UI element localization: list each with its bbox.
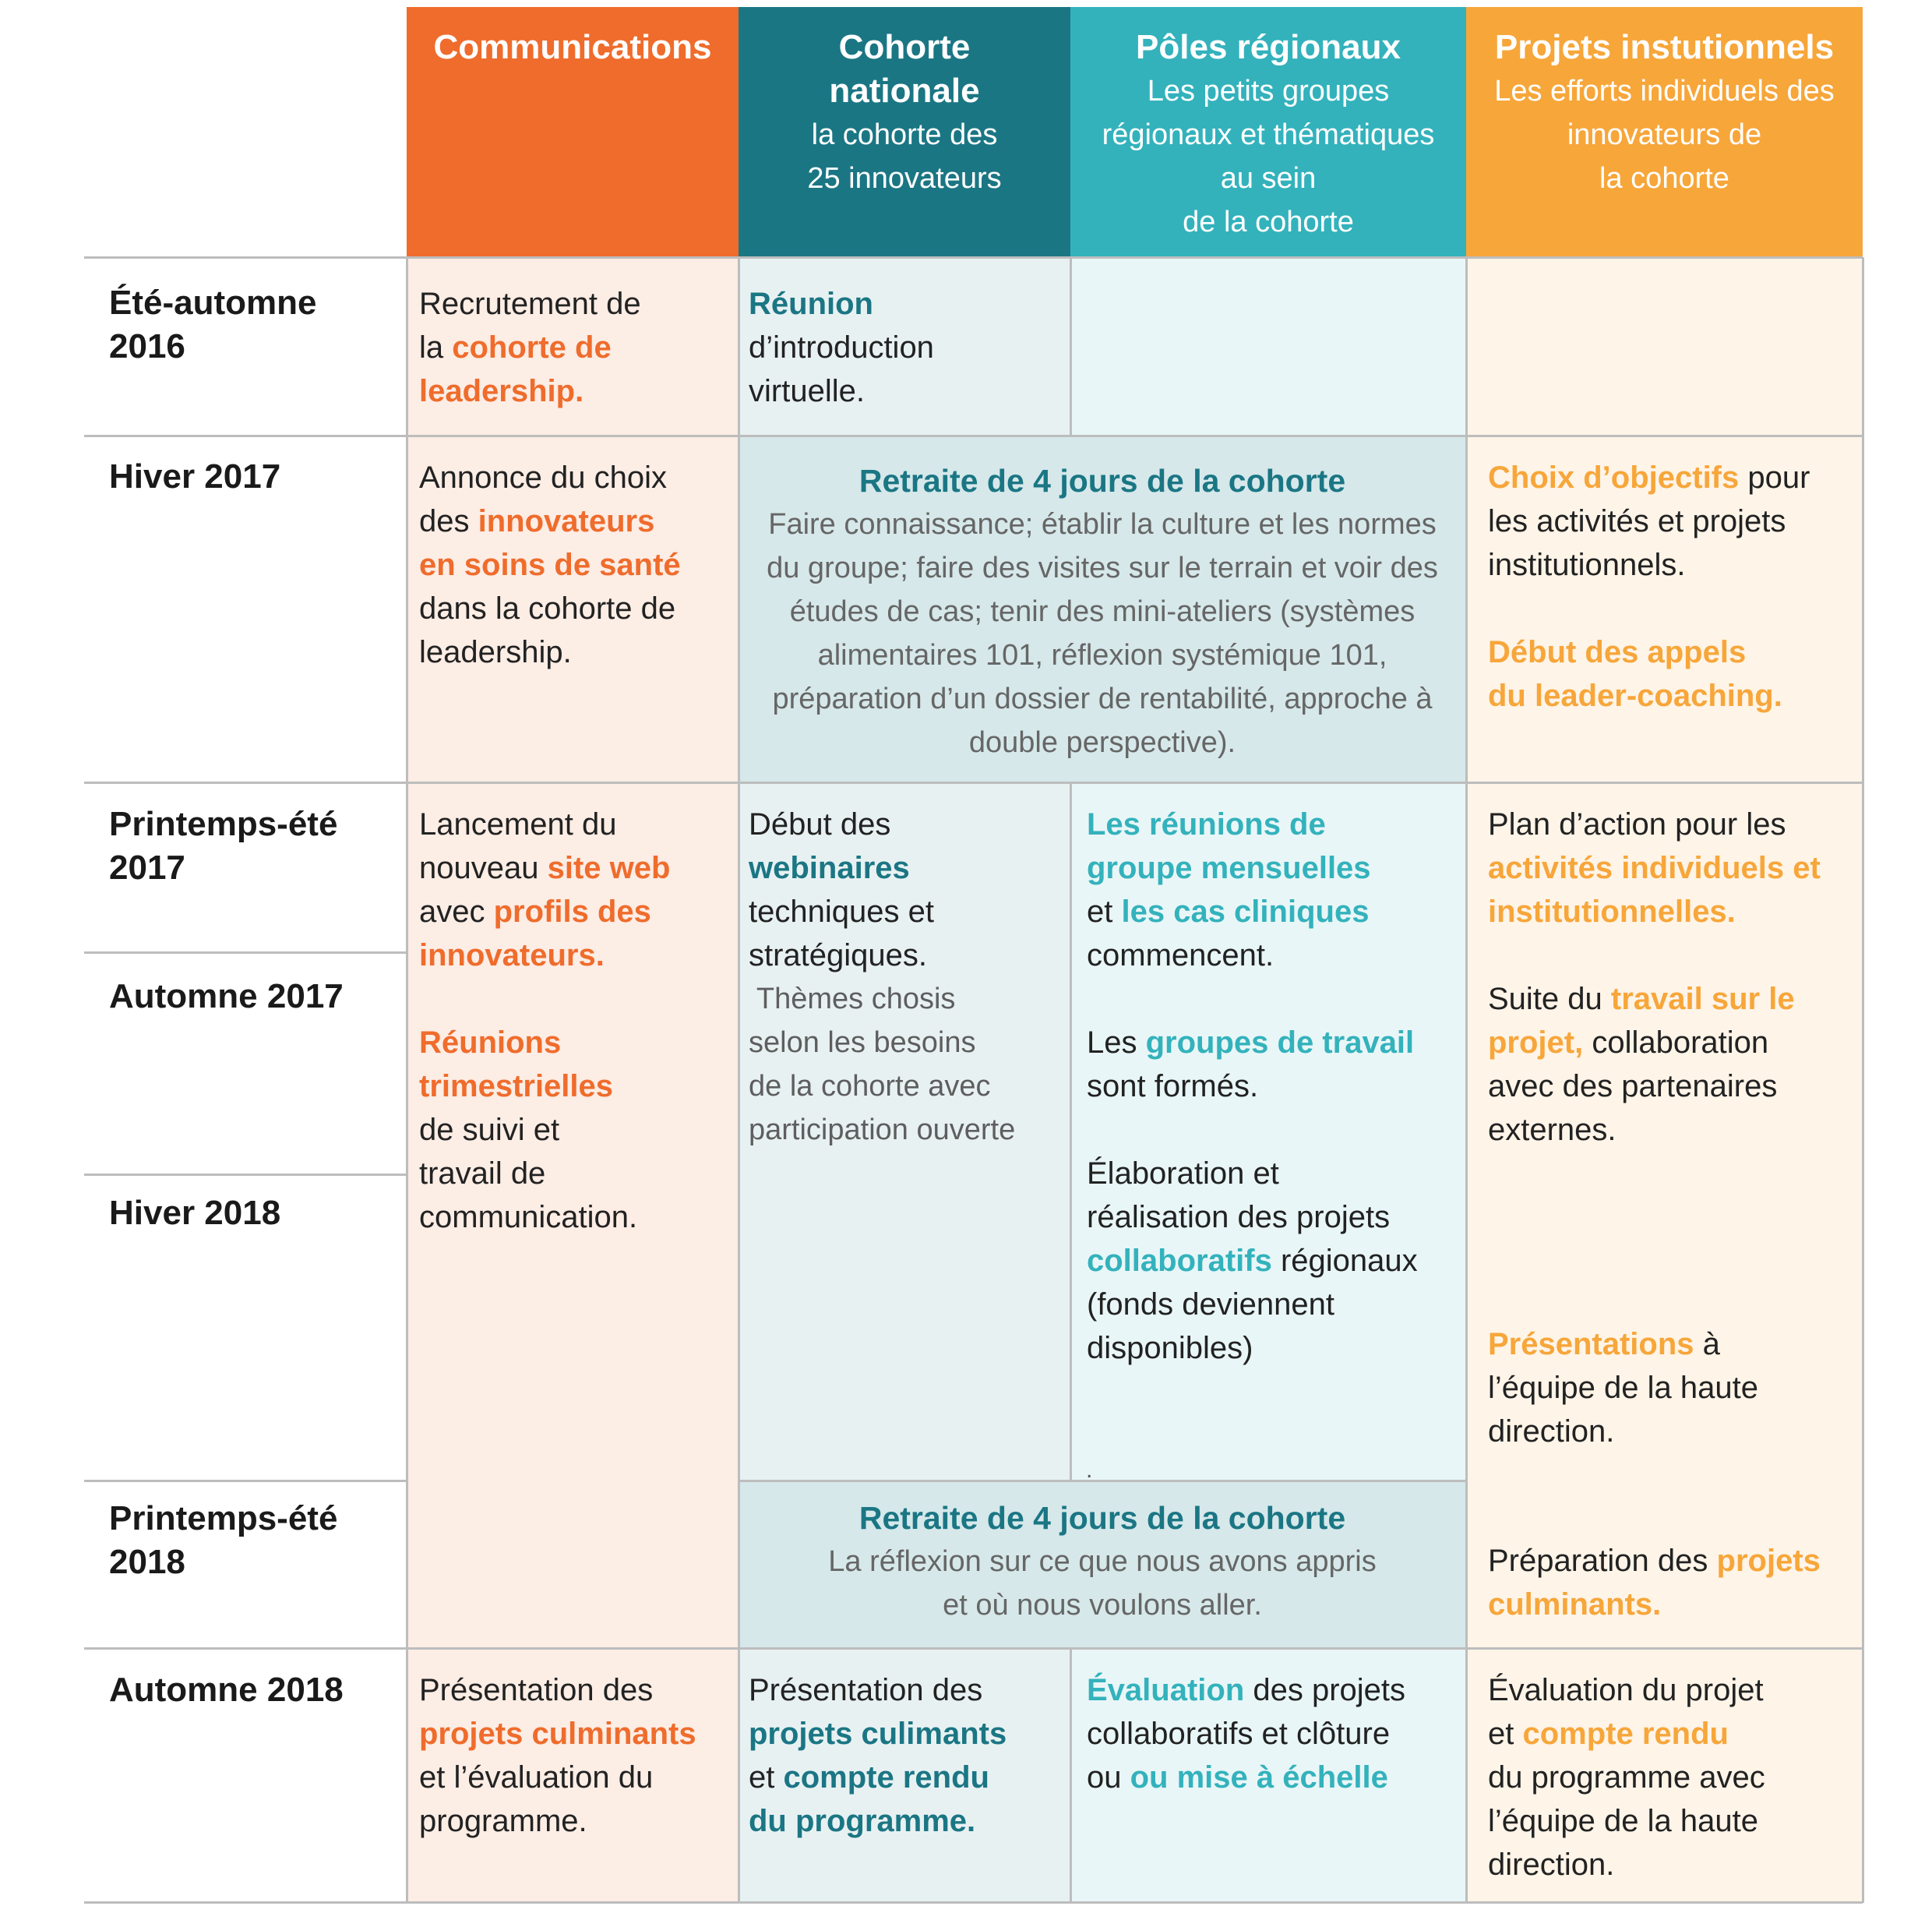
highlight-text: en soins de santé	[419, 548, 681, 582]
cell-text: institutionnels.	[1488, 548, 1686, 582]
col-divider-1	[406, 257, 408, 1903]
highlight-text: site web	[547, 851, 671, 885]
cell-note: selon les besoins	[749, 1026, 976, 1059]
cell-text: à	[1694, 1327, 1720, 1361]
retreat-text: et où nous voulons aller.	[943, 1589, 1262, 1622]
cell-line	[1087, 890, 1461, 934]
row-divider-9	[84, 1901, 1863, 1904]
cell-text: Présentation des	[749, 1673, 983, 1707]
cell-text: Lancement du	[419, 807, 617, 842]
retreat-text: double perspective).	[968, 726, 1236, 759]
row1-communications	[419, 282, 734, 413]
header-communications	[407, 7, 739, 257]
row-divider-7	[739, 1480, 1466, 1482]
period-automne-2017	[109, 975, 397, 1018]
col-divider-3b	[1070, 782, 1072, 1481]
cell-note: de la cohorte avec	[749, 1070, 991, 1103]
highlight-text: Évaluation	[1087, 1673, 1245, 1707]
highlight-text: projets culimants	[749, 1717, 1007, 1751]
spacer	[1488, 934, 1854, 977]
retreat-title: Retraite de 4 jours de la cohorte	[858, 463, 1346, 499]
highlight-text: leadership.	[419, 374, 584, 408]
retreat-text: études de cas; tenir des mini-ateliers (systèmes	[789, 595, 1416, 628]
cell-text: Début des	[749, 807, 891, 842]
row3-projets-preparation	[1488, 1539, 1860, 1626]
cell-text: Présentation des	[419, 1673, 654, 1707]
row4-poles	[1087, 1668, 1461, 1799]
cell-text: disponibles)	[1087, 1331, 1253, 1365]
cell-line	[419, 890, 734, 934]
header-poles-title: Pôles régionaux	[1136, 28, 1401, 66]
header-projets	[1466, 7, 1863, 257]
header-cohorte-sub-1: la cohorte des	[811, 118, 998, 151]
row3-cohorte	[749, 803, 1063, 1152]
retreat-text: du groupe; faire des visites sur le terrain et voir des	[767, 552, 1438, 584]
retreat-text: Faire connaissance; établir la culture et les normes	[768, 508, 1437, 541]
highlight-text: Réunions	[419, 1025, 562, 1060]
header-projets-sub-3: la cohorte	[1599, 162, 1729, 195]
cell-text: Évaluation du projet	[1488, 1673, 1764, 1707]
cell-text: de suivi et	[419, 1113, 560, 1147]
spacer	[1087, 977, 1461, 1021]
row3-poles	[1087, 803, 1461, 1370]
cell-text: Élaboration et	[1087, 1156, 1279, 1191]
cell-line	[1488, 1021, 1854, 1064]
spacer	[1087, 1108, 1461, 1152]
retreat-text: alimentaires 101, réflexion systémique 101,	[817, 639, 1387, 672]
header-poles-sub-4: de la cohorte	[1183, 206, 1354, 238]
highlight-text: travail sur le	[1610, 982, 1795, 1016]
cell-line	[1488, 977, 1854, 1021]
cell-text: des projets	[1244, 1673, 1406, 1707]
retreat-title: Retraite de 4 jours de la cohorte	[858, 1500, 1346, 1536]
row-divider-1	[84, 256, 1863, 259]
period-hiver-2018	[109, 1191, 397, 1235]
row-divider-8	[84, 1647, 1863, 1650]
cell-text: et	[749, 1760, 784, 1795]
header-poles-sub-1: Les petits groupes	[1147, 75, 1390, 108]
stray-dot	[1086, 1459, 1092, 1482]
cell-line	[1087, 1239, 1461, 1283]
period-label: Printemps-été	[109, 1499, 338, 1537]
cell-line	[1488, 456, 1854, 499]
cell-line	[1488, 1322, 1854, 1366]
cell-text: et	[1488, 1717, 1523, 1751]
spacer	[419, 977, 734, 1021]
header-poles-sub-2: régionaux et thématiques	[1102, 118, 1435, 151]
cell-line	[1488, 1539, 1860, 1583]
cell-text: virtuelle.	[749, 374, 865, 408]
highlight-text: ou mise à échelle	[1130, 1760, 1388, 1795]
highlight-text: webinaires	[749, 851, 910, 885]
row-divider-3	[84, 782, 1863, 784]
cell-text: l’équipe de la haute	[1488, 1371, 1758, 1405]
highlight-text: projets	[1716, 1544, 1821, 1578]
cell-text: direction.	[1488, 1414, 1615, 1449]
cell-text: communication.	[419, 1200, 638, 1234]
dot-text: .	[1086, 1457, 1093, 1483]
cell-text: Plan d’action pour les	[1488, 807, 1786, 842]
period-label: Hiver 2018	[109, 1194, 281, 1232]
cell-text: pour	[1739, 461, 1810, 495]
cell-text: ou	[1087, 1760, 1130, 1795]
retreat-text: La réflexion sur ce que nous avons appris	[828, 1545, 1377, 1578]
period-label: 2018	[109, 1543, 185, 1581]
highlight-text: du leader-coaching.	[1488, 679, 1782, 713]
cell-line	[1087, 1756, 1461, 1799]
cell-line	[419, 846, 734, 890]
row2-communications	[419, 456, 734, 674]
cell-text: Les	[1087, 1025, 1146, 1060]
cell-text: les activités et projets	[1488, 504, 1786, 538]
highlight-text: compte rendu	[1522, 1717, 1729, 1751]
cell-text: dans la cohorte de	[419, 591, 676, 626]
header-projets-sub-2: innovateurs de	[1567, 118, 1762, 151]
header-projets-sub-1: Les efforts individuels des	[1494, 75, 1835, 108]
highlight-text: Début des appels	[1488, 635, 1747, 669]
period-ete-automne-2016	[109, 281, 397, 369]
cell-text: commencent.	[1087, 938, 1274, 972]
cell-line	[419, 499, 734, 543]
cell-text: Recrutement de	[419, 287, 641, 321]
period-printemps-ete-2018	[109, 1497, 397, 1584]
cell-text: collaboratifs et clôture	[1087, 1717, 1391, 1751]
cell-text: du programme avec	[1488, 1760, 1765, 1795]
cell-line	[749, 1756, 1063, 1799]
highlight-text: groupe mensuelles	[1087, 851, 1371, 885]
cell-text: avec	[419, 895, 494, 929]
row2-projets	[1488, 456, 1854, 718]
cell-line	[1087, 1668, 1461, 1712]
header-poles-sub-3: au sein	[1220, 162, 1317, 195]
row3-communications	[419, 803, 734, 1239]
highlight-text: Les réunions de	[1087, 807, 1326, 842]
cell-text: collaboration	[1583, 1025, 1769, 1060]
spacer	[1488, 587, 1854, 630]
row-divider-5	[84, 1174, 407, 1176]
row4-cohorte	[749, 1668, 1063, 1843]
row3-projets-presentations	[1488, 1322, 1854, 1453]
cell-text: et	[1087, 895, 1122, 929]
cell-text: et l’évaluation du	[419, 1760, 654, 1795]
highlight-text: collaboratifs	[1087, 1244, 1272, 1278]
cell-text: stratégiques.	[749, 938, 928, 972]
highlight-text: innovateurs	[478, 504, 655, 538]
row-divider-4	[84, 951, 407, 954]
period-automne-2018	[109, 1668, 397, 1712]
cell-text: (fonds deviennent	[1087, 1287, 1335, 1322]
highlight-text: les cas cliniques	[1121, 895, 1370, 929]
cell-line	[419, 326, 734, 369]
highlight-text: groupes de travail	[1145, 1025, 1415, 1060]
row3-projets	[1488, 803, 1854, 1152]
highlight-text: projets culminants	[419, 1717, 696, 1751]
cell-text: externes.	[1488, 1113, 1616, 1147]
cell-note: Thèmes chosis	[749, 983, 956, 1015]
cell-text: nouveau	[419, 851, 548, 885]
highlight-text: innovateurs.	[419, 938, 605, 972]
cell-text: l’équipe de la haute	[1488, 1804, 1758, 1838]
cell-text: régionaux	[1271, 1244, 1418, 1278]
retreat-2	[739, 1496, 1466, 1627]
col-divider-3c	[1070, 1647, 1072, 1903]
header-cohorte-title-1: Cohorte	[838, 28, 971, 66]
highlight-text: Réunion	[749, 287, 873, 321]
period-label: 2017	[109, 849, 185, 887]
period-label: 2016	[109, 327, 185, 365]
row4-projets	[1488, 1668, 1854, 1887]
retreat-text: préparation d’un dossier de rentabilité, approche à	[772, 683, 1433, 715]
header-poles	[1070, 7, 1466, 257]
row4-communications	[419, 1668, 734, 1843]
cell-note: participation ouverte	[749, 1114, 1016, 1146]
period-label: Printemps-été	[109, 805, 338, 843]
col-divider-3a	[1070, 257, 1072, 436]
highlight-text: profils des	[493, 895, 651, 929]
cell-text: direction.	[1488, 1848, 1615, 1882]
col-divider-5	[1862, 257, 1864, 1903]
highlight-text: institutionnelles.	[1488, 895, 1736, 929]
row-divider-6	[84, 1480, 407, 1482]
highlight-text: activités individuels et	[1488, 851, 1821, 885]
cell-text: sont formés.	[1087, 1069, 1259, 1103]
highlight-text: du programme.	[749, 1804, 976, 1838]
cell-text: des	[419, 504, 478, 538]
period-printemps-ete-2017	[109, 803, 397, 890]
cell-text: Suite du	[1488, 982, 1611, 1016]
period-label: Hiver 2017	[109, 457, 281, 496]
header-cohorte-title-2: nationale	[829, 72, 980, 110]
cell-text: travail de	[419, 1156, 546, 1191]
header-communications-title: Communications	[433, 28, 712, 66]
retreat-1	[739, 459, 1466, 764]
cell-text: la	[419, 330, 453, 365]
header-cohorte-sub-2: 25 innovateurs	[807, 162, 1002, 195]
highlight-text: cohorte de	[452, 330, 612, 365]
highlight-text: Présentations	[1488, 1327, 1694, 1361]
header-cohorte	[739, 7, 1070, 257]
cell-text: avec des partenaires	[1488, 1069, 1778, 1103]
cell-text: Préparation des	[1488, 1544, 1717, 1578]
cell-text: techniques et	[749, 895, 934, 929]
highlight-text: compte rendu	[783, 1760, 989, 1795]
period-label: Automne 2017	[109, 977, 344, 1015]
highlight-text: culminants.	[1488, 1587, 1662, 1622]
highlight-text: Choix d’objectifs	[1488, 461, 1740, 495]
highlight-text: trimestrielles	[419, 1069, 614, 1103]
row1-cohorte	[749, 282, 1063, 413]
header-projets-title: Projets instutionnels	[1494, 28, 1835, 66]
cell-text: d’introduction	[749, 330, 934, 365]
cell-line	[1087, 1021, 1461, 1064]
period-label: Été-automne	[109, 284, 317, 322]
cell-text: Annonce du choix	[419, 461, 668, 495]
cell-line	[1488, 1712, 1854, 1756]
highlight-text: projet,	[1488, 1025, 1584, 1060]
period-hiver-2017	[109, 455, 397, 499]
row-divider-2	[84, 435, 1863, 437]
cell-text: leadership.	[419, 635, 572, 669]
cell-text: réalisation des projets	[1087, 1200, 1391, 1234]
period-label: Automne 2018	[109, 1671, 344, 1709]
cell-text: programme.	[419, 1804, 587, 1838]
